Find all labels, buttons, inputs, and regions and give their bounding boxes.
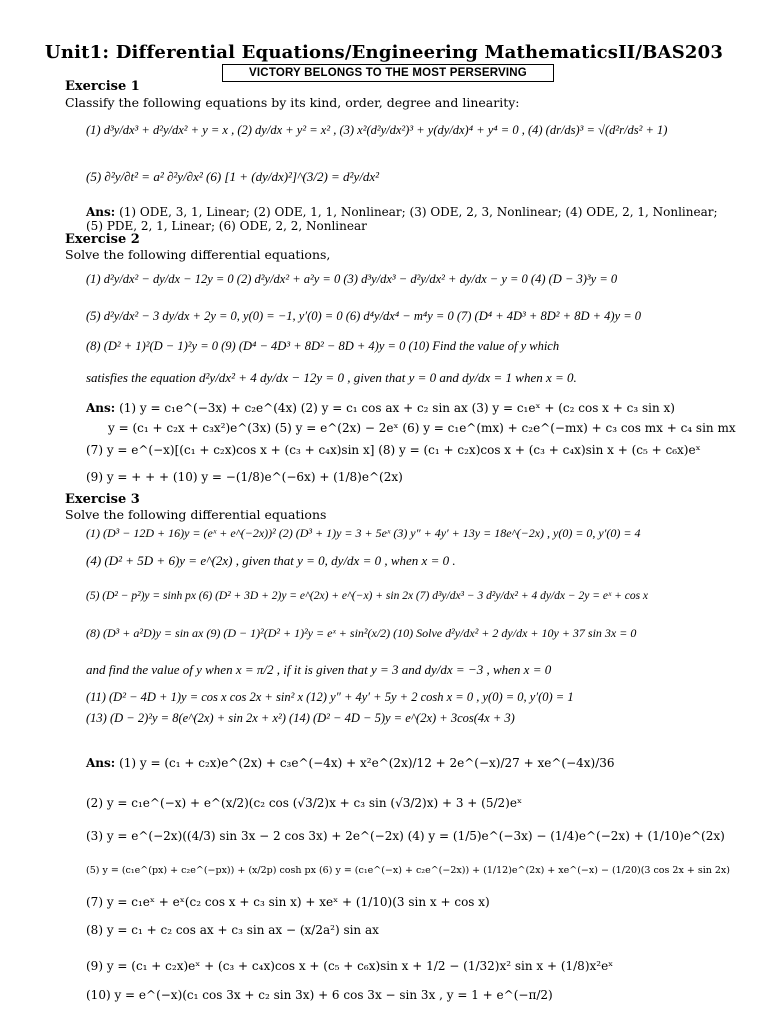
- exercise-3-answers-line-1: [86, 755, 615, 771]
- exercise-2-heading: Exercise 2: [65, 232, 140, 247]
- exercise-2-equations-row-1: (1) d²y/dx² − dy/dx − 12y = 0 (2) d²y/dx² + a²y = 0 (3) d³y/dx³ − d²y/dx² + dy/dx − y = 0 (4) (D − 3)³y = 0: [86, 272, 618, 286]
- exercise-3-heading: Exercise 3: [65, 492, 140, 507]
- exercise-2-answers-text-1: (1) y = c₁e^(−3x) + c₂e^(4x) (2) y = c₁ cos ax + c₂ sin ax (3) y = c₁eˣ + (c₂ cos x + c₃ sin x): [119, 401, 675, 415]
- exercise-2-answers-line-1: [86, 400, 675, 416]
- exercise-1-answers-line-2: (5) PDE, 2, 1, Linear; (6) ODE, 2, 2, Nonlinear: [86, 219, 367, 233]
- exercise-3-answers-line-4: (5) y = (c₁e^(px) + c₂e^(−px)) + (x/2p) cosh px (6) y = (c₁e^(−x) + c₂e^(−2x)) + (1/12)e^(2x) + xe^(−x) − (1/20)(3 cos 2x + sin 2x): [86, 865, 730, 876]
- motto-banner: VICTORY BELONGS TO THE MOST PERSERVING: [222, 64, 554, 82]
- exercise-2-equations-row-4: satisfies the equation d²y/dx² + 4 dy/dx − 12y = 0 , given that y = 0 and dy/dx = 1 when x = 0.: [86, 370, 577, 385]
- exercise-3-instruction: Solve the following differential equations: [65, 507, 327, 522]
- exercise-2-answers-line-4: (9) y = + + + (10) y = −(1/8)e^(−6x) + (1/8)e^(2x): [86, 470, 403, 484]
- page-title: Unit1: Differential Equations/Engineering MathematicsII/BAS203: [44, 42, 724, 63]
- exercise-3-answers-label: Ans:: [86, 756, 116, 770]
- exercise-3-answers-text-1: (1) y = (c₁ + c₂x)e^(2x) + c₃e^(−4x) + x²e^(2x)/12 + 2e^(−x)/27 + xe^(−4x)/36: [119, 756, 615, 770]
- exercise-3-equations-row-3: (5) (D² − p²)y = sinh px (6) (D² + 3D + 2)y = e^(2x) + e^(−x) + sin 2x (7) d³y/dx³ − 3 d²y/dx² + 4 dy/dx − 2y = eˣ + cos x: [86, 590, 649, 602]
- exercise-3-equations-row-4: (8) (D³ + a²D)y = sin ax (9) (D − 1)²(D² + 1)²y = eˣ + sin²(x/2) (10) Solve d²y/dx² + 2 dy/dx + 10y + 37 sin 3x = 0: [86, 626, 637, 640]
- exercise-3-equations-row-1: (1) (D³ − 12D + 16)y = (eˣ + e^(−2x))² (2) (D³ + 1)y = 3 + 5eˣ (3) y″ + 4y′ + 13y = 18e^(−2x) , y(0) = 0, y′(0) = 4: [86, 526, 641, 540]
- exercise-3-answers-line-7: (9) y = (c₁ + c₂x)eˣ + (c₃ + c₄x)cos x + (c₅ + c₆x)sin x + 1/2 − (1/32)x² sin x + (1/8)x²eˣ: [86, 959, 614, 973]
- exercise-3-equations-row-7: (13) (D − 2)²y = 8(e^(2x) + sin 2x + x²) (14) (D² − 4D − 5)y = e^(2x) + 3cos(4x + 3): [86, 711, 515, 725]
- exercise-3-equations-row-5: and find the value of y when x = π/2 , if it is given that y = 3 and dy/dx = −3 , when x = 0: [86, 662, 552, 677]
- exercise-1-answers-label: Ans:: [86, 205, 116, 219]
- exercise-2-answers-line-3: (7) y = e^(−x)[(c₁ + c₂x)cos x + (c₃ + c₄x)sin x] (8) y = (c₁ + c₂x)cos x + (c₃ + c₄x)sin x + (c₅ + c₆x)eˣ: [86, 443, 701, 457]
- exercise-2-answers-label: Ans:: [86, 401, 116, 415]
- exercise-1-equations-row-1: (1) d³y/dx³ + d²y/dx² + y = x , (2) dy/dx + y² = x² , (3) x²(d²y/dx²)³ + y(dy/dx)⁴ + y⁴ = 0 , (4) (dr/ds)³ = √(d²r/ds² + 1): [86, 123, 668, 137]
- exercise-1-instruction: Classify the following equations by its kind, order, degree and linearity:: [65, 95, 520, 110]
- exercise-3-answers-line-8: (10) y = e^(−x)(c₁ cos 3x + c₂ sin 3x) + 6 cos 3x − sin 3x , y = 1 + e^(−π/2): [86, 988, 553, 1002]
- exercise-2-equations-row-2: (5) d²y/dx² − 3 dy/dx + 2y = 0, y(0) = −1, y′(0) = 0 (6) d⁴y/dx⁴ − m⁴y = 0 (7) (D⁴ + 4D³ + 8D² + 8D + 4)y = 0: [86, 309, 642, 323]
- exercise-3-answers-line-5: (7) y = c₁eˣ + eˣ(c₂ cos x + c₃ sin x) + xeˣ + (1/10)(3 sin x + cos x): [86, 895, 490, 909]
- exercise-1-answers-text-1: (1) ODE, 3, 1, Linear; (2) ODE, 1, 1, Nonlinear; (3) ODE, 2, 3, Nonlinear; (4) ODE, 2, 1, Nonlinear;: [119, 205, 718, 219]
- exercise-3-equations-row-2: (4) (D² + 5D + 6)y = e^(2x) , given that y = 0, dy/dx = 0 , when x = 0 .: [86, 553, 456, 568]
- exercise-2-answers-line-2: y = (c₁ + c₂x + c₃x²)e^(3x) (5) y = e^(2x) − 2eˣ (6) y = c₁e^(mx) + c₂e^(−mx) + c₃ cos mx + c₄ sin mx: [108, 421, 736, 435]
- exercise-3-equations-row-6: (11) (D² − 4D + 1)y = cos x cos 2x + sin² x (12) y″ + 4y′ + 5y + 2 cosh x = 0 , y(0) = 0, y′(0) = 1: [86, 690, 574, 704]
- exercise-2-equations-row-3: (8) (D² + 1)²(D − 1)²y = 0 (9) (D⁴ − 4D³ + 8D² − 8D + 4)y = 0 (10) Find the value of y which: [86, 339, 560, 353]
- exercise-3-answers-line-2: (2) y = c₁e^(−x) + e^(x/2)(c₂ cos (√3/2)x + c₃ sin (√3/2)x) + 3 + (5/2)eˣ: [86, 796, 523, 810]
- exercise-2-instruction: Solve the following differential equations,: [65, 247, 331, 262]
- exercise-1-heading: Exercise 1: [65, 79, 140, 94]
- exercise-3-answers-line-6: (8) y = c₁ + c₂ cos ax + c₃ sin ax − (x/2a²) sin ax: [86, 923, 379, 937]
- exercise-3-answers-line-3: (3) y = e^(−2x)((4/3) sin 3x − 2 cos 3x) + 2e^(−2x) (4) y = (1/5)e^(−3x) − (1/4)e^(−2x) + (1/10)e^(2x): [86, 829, 725, 843]
- exercise-1-equations-row-2: (5) ∂²y/∂t² = a² ∂²y/∂x² (6) [1 + (dy/dx)²]^(3/2) = d²y/dx²: [86, 169, 379, 184]
